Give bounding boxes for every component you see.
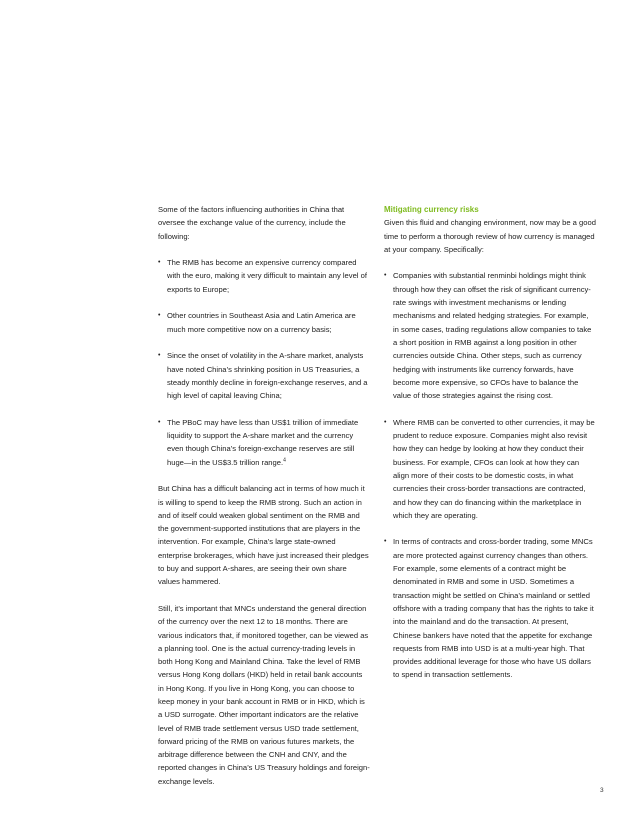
list-item: • Since the onset of volatility in the A-share market, analysts have noted China’s shrinking position in US Treasuries, a steady monthly decline in foreign-exchange reserves, and a high level of capital leaving China; bbox=[158, 349, 370, 402]
factors-list bbox=[158, 256, 370, 469]
list-item: • Companies with substantial renminbi holdings might think through how they can offset the risk of significant currency-rate swings with investment mechanisms or lending mechanisms and related hedging strategies. For example, in some cases, trading regulations allow companies to take a short position in RMB against a long position in other currencies outside China. Other steps, such as currency hedging with instruments like currency forwards, have become more expensive, so CFOs have to balance the value of those strategies against the rising cost. bbox=[384, 269, 596, 402]
body-paragraph: Still, it’s important that MNCs understand the general direction of the currency over the next 12 to 18 months. There are various indicators that, if monitored together, can be viewed as a planning tool. One is the actual currency-trading levels in both Hong Kong and Mainland China. Take the level of RMB versus Hong Kong dollars (HKD) held in retail bank accounts in Hong Kong. If you live in Hong Kong, you can choose to keep money in your bank account in RMB or in HKD, which is a USD surrogate. Other important indicators are the relative level of RMB trade settlement versus USD trade settlement, forward pricing of the RMB on various futures markets, the arbitrage difference between the CNH and CNY, and the reported changes in China’s US Treasury holdings and foreign-exchange levels. bbox=[158, 603, 370, 786]
list-item: • The RMB has become an expensive currency compared with the euro, making it very difficult to maintain any level of exports to Europe; bbox=[158, 256, 370, 296]
list-item: • Other countries in Southeast Asia and Latin America are much more competitive now on a currency basis; bbox=[158, 309, 370, 336]
right-column bbox=[384, 203, 596, 695]
left-column bbox=[158, 203, 370, 801]
recommendations-list bbox=[384, 269, 596, 681]
list-item-text: The PBoC may have less than US$1 trillion of immediate liquidity to support the A-share market and the currency even though China’s foreign-exchange reserves are still huge—in the US$3.5 trillion range. bbox=[167, 417, 359, 467]
list-item bbox=[158, 416, 370, 469]
page-number: 3 bbox=[600, 787, 604, 794]
left-intro: Some of the factors influencing authorities in China that oversee the exchange value of the currency, include the following: bbox=[158, 205, 346, 241]
right-intro: Given this fluid and changing environment, now may be a good time to perform a thorough review of how currency is managed at your company. Specifically: bbox=[384, 218, 596, 254]
list-item: • In terms of contracts and cross-border trading, some MNCs are more protected against currency changes than others. For example, some elements of a contract might be denominated in RMB and some in USD. Sometimes a transaction might be settled on China’s mainland or settled offshore with a trading company that has the rights to take it into the mainland and do the transaction. At present, Chinese bankers have noted that the appetite for exchange requests from RMB into USD is at a multi-year high. That provides additional leverage for those who have US dollars to spend in transaction settlements. bbox=[384, 535, 596, 681]
footnote-marker: 4 bbox=[283, 457, 286, 464]
list-item: • Where RMB can be converted to other currencies, it may be prudent to reduce exposure. Companies might also revisit how they can hedge by looking at how they conduct their business. For example, CFOs can look at how they can align more of their costs to be domestic costs, in what currencies their cross-border transactions are contracted, and how they can do financing within the marketplace in which they are operating. bbox=[384, 416, 596, 522]
section-heading: Mitigating currency risks bbox=[384, 205, 479, 214]
body-paragraph: But China has a difficult balancing act in terms of how much it is willing to spend to keep the RMB strong. Such an action in and of itself could weaken global sentiment on the RMB and the government-supported institutions that are players in the intervention. For example, China’s large state-owned enterprise brokerages, which have just increased their pledges to buy and support A-shares, are seeing their own share values hammered. bbox=[158, 484, 369, 587]
